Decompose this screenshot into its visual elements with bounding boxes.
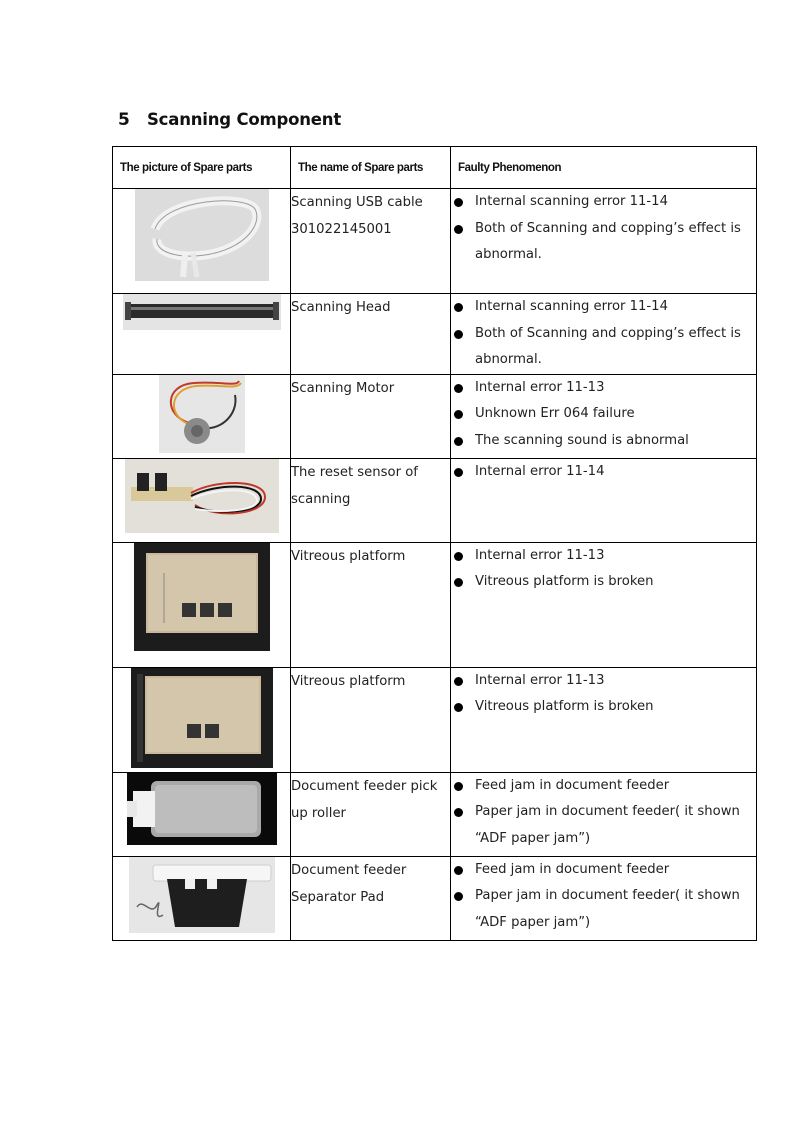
fault-cell	[451, 856, 757, 940]
fault-cell	[451, 667, 757, 772]
part-name-cell	[291, 772, 451, 856]
spare-parts-table	[112, 146, 757, 941]
part-name-cell	[291, 856, 451, 940]
table-row	[113, 294, 757, 375]
table-row	[113, 542, 757, 667]
fault-cell	[451, 542, 757, 667]
fault-item: Internal scanning error 11-14	[451, 189, 756, 216]
table-row	[113, 189, 757, 294]
fault-item: Feed jam in document feeder	[451, 857, 756, 884]
section-number: 5	[118, 110, 130, 130]
part-number: 301022145001	[291, 222, 392, 237]
part-picture-cell	[113, 294, 291, 375]
table-row	[113, 374, 757, 458]
part-name-line: Document feeder Separator Pad	[291, 862, 407, 905]
part-name-cell	[291, 667, 451, 772]
part-name-line: Document feeder pick up roller	[291, 778, 438, 821]
table-row	[113, 856, 757, 940]
header-faults: Faulty Phenomenon	[451, 147, 757, 189]
part-name-cell	[291, 374, 451, 458]
fault-item: Paper jam in document feeder( it shown “ADF paper jam”)	[451, 883, 756, 936]
header-name: The name of Spare parts	[291, 147, 451, 189]
table-row	[113, 667, 757, 772]
fault-item: Internal error 11-14	[451, 459, 756, 486]
part-name-line: Scanning Head	[291, 300, 391, 315]
part-picture-cell	[113, 542, 291, 667]
roller-photo	[127, 773, 277, 845]
section-title: Scanning Component	[147, 110, 342, 129]
motor-photo	[159, 375, 245, 453]
header-picture: The picture of Spare parts	[113, 147, 291, 189]
part-name-line: Vitreous platform	[291, 673, 406, 689]
separator-pad-photo	[129, 857, 275, 933]
part-picture-cell	[113, 458, 291, 542]
part-picture-cell	[113, 856, 291, 940]
fault-item: Feed jam in document feeder	[451, 773, 756, 800]
section-heading	[118, 110, 341, 130]
fault-cell	[451, 458, 757, 542]
ribbon-cable-photo	[135, 189, 269, 281]
part-picture-cell	[113, 772, 291, 856]
scanner-head-photo	[123, 294, 281, 330]
part-name-line: The reset sensor of scanning	[291, 464, 418, 507]
part-picture-cell	[113, 189, 291, 294]
fault-item: Internal error 11-13	[451, 543, 756, 570]
table-row	[113, 772, 757, 856]
fault-item: Both of Scanning and copping’s effect is abnormal.	[451, 216, 756, 269]
table-row	[113, 458, 757, 542]
part-picture-cell	[113, 374, 291, 458]
fault-item: The scanning sound is abnormal	[451, 428, 756, 455]
fault-item: Internal error 11-13	[451, 668, 756, 695]
part-name-cell	[291, 294, 451, 375]
glass-platform-photo	[134, 543, 270, 651]
part-picture-cell	[113, 667, 291, 772]
fault-cell	[451, 374, 757, 458]
part-name-cell	[291, 189, 451, 294]
part-name-line: Vitreous platform	[291, 548, 406, 564]
fault-cell	[451, 294, 757, 375]
fault-item: Internal scanning error 11-14	[451, 294, 756, 321]
fault-item: Both of Scanning and copping’s effect is abnormal.	[451, 321, 756, 374]
part-name-cell	[291, 542, 451, 667]
fault-item: Vitreous platform is broken	[451, 694, 756, 721]
sensor-photo	[125, 459, 279, 533]
fault-cell	[451, 772, 757, 856]
part-name-cell	[291, 458, 451, 542]
table-header-row	[113, 147, 757, 189]
fault-cell	[451, 189, 757, 294]
fault-item: Vitreous platform is broken	[451, 569, 756, 596]
part-name-line: Scanning USB cable	[291, 195, 423, 210]
fault-item: Unknown Err 064 failure	[451, 401, 756, 428]
glass-platform-photo	[131, 668, 273, 768]
fault-item: Internal error 11-13	[451, 375, 756, 402]
fault-item: Paper jam in document feeder( it shown “ADF paper jam”)	[451, 799, 756, 852]
part-name-line: Scanning Motor	[291, 380, 395, 396]
